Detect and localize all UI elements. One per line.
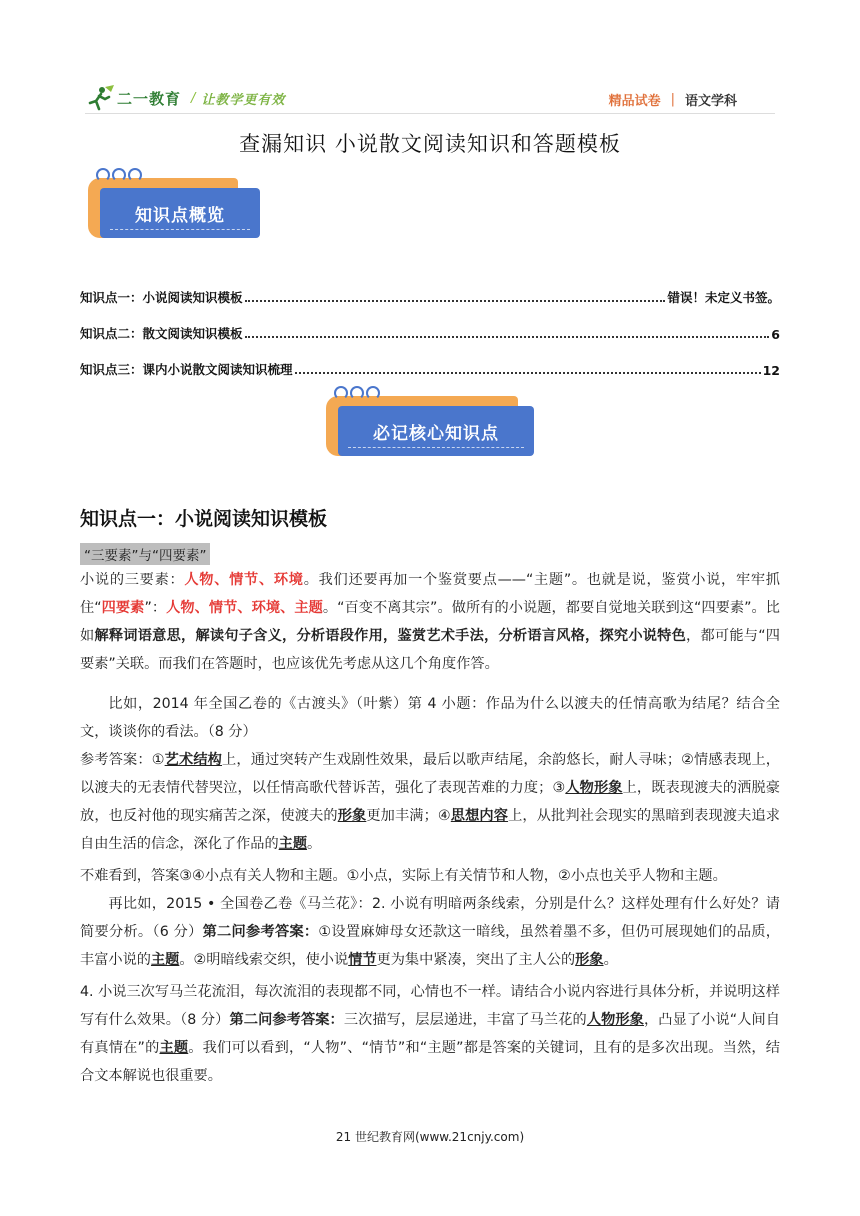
paragraph-6: 4. 小说三次写马兰花流泪，每次流泪的表现都不同，心情也不一样。请结合小说内容进行具体分析，并说明这样写有什么效果。（8 分）第二问参考答案：三次描写，层层递进，丰富了马兰花的人物形象，凸显了小说“人间自有真情在”的主题。我们可以看到，“人物”、“情节”和“主题”都是答案的关键词，且有的是多次出现。当然，结合文本解说也很重要。 bbox=[80, 984, 780, 1084]
header-tags bbox=[609, 90, 737, 109]
running-figure-icon bbox=[85, 85, 115, 111]
toc-item-3[interactable] bbox=[80, 360, 780, 378]
badge-core-label: 必记核心知识点 bbox=[373, 423, 499, 444]
badge-overview-label: 知识点概览 bbox=[135, 205, 225, 226]
toc-item-1[interactable] bbox=[80, 288, 780, 306]
section-heading: 知识点一：小说阅读知识模板 bbox=[80, 508, 328, 530]
paragraph-2: 比如，2014 年全国乙卷的《古渡头》（叶紫）第 4 小题：作品为什么以渡夫的任情高歌为结尾？结合全文，谈谈你的看法。（8 分） bbox=[80, 696, 780, 740]
page-footer: 21 世纪教育网(www.21cnjy.com) bbox=[335, 1130, 525, 1144]
document-title: 查漏知识 小说散文阅读知识和答题模板 bbox=[239, 132, 621, 156]
toc-page: 12 bbox=[762, 363, 780, 378]
highlighted-label: “三要素”与“四要素” bbox=[80, 543, 210, 565]
toc-page: 6 bbox=[771, 327, 780, 342]
header-divider: | bbox=[670, 92, 675, 107]
toc-label: 知识点三：课内小说散文阅读知识梳理 bbox=[80, 362, 293, 377]
toc-leader bbox=[295, 372, 761, 374]
paragraph-5: 再比如，2015 • 全国卷乙卷《马兰花》：2. 小说有明暗两条线索，分别是什么？这样处理有什么好处？请简要分析。（6 分）第二问参考答案：①设置麻婶母女还款这一暗线，虽然着墨不多，但仍可展现她们的品质，丰富小说的主题。②明暗线索交织，使小说情节更为集中紧凑，突出了主人公的形象。 bbox=[80, 896, 780, 968]
brand-slogan: 让教学更有效 bbox=[201, 92, 286, 108]
paragraph-3: 参考答案：①艺术结构上，通过突转产生戏剧性效果，最后以歌声结尾，余韵悠长，耐人寻味；②情感表现上，以渡夫的无表情代替哭泣，以任情高歌代替诉苦，强化了表现苦难的力度；③人物形象上，既表现渡夫的洒脱豪放，也反衬他的现实痛苦之深，使渡夫的形象更加丰满；④思想内容上，从批判社会现实的黑暗到表现渡夫追求自由生活的信念，深化了作品的主题。 bbox=[80, 752, 780, 852]
badge-overview bbox=[88, 168, 268, 248]
binder-rings-icon bbox=[334, 386, 380, 400]
toc-leader bbox=[245, 336, 770, 338]
toc-label: 知识点一：小说阅读知识模板 bbox=[80, 290, 243, 305]
header-tag-subject: 语文学科 bbox=[684, 94, 737, 109]
toc-item-2[interactable] bbox=[80, 324, 780, 342]
toc-page: 错误！未定义书签。 bbox=[667, 290, 780, 305]
toc-leader bbox=[245, 300, 666, 302]
header-tag-premium: 精品试卷 bbox=[608, 94, 661, 109]
page-header bbox=[85, 84, 775, 114]
brand-logo bbox=[85, 84, 285, 112]
badge-core bbox=[326, 386, 538, 466]
toc-label: 知识点二：散文阅读知识模板 bbox=[80, 326, 243, 341]
header-separator: / bbox=[191, 90, 196, 106]
binder-rings-icon bbox=[96, 168, 142, 182]
paragraph-4: 不难看到，答案③④小点有关人物和主题。①小点，实际上有关情节和人物，②小点也关乎人物和主题。 bbox=[80, 868, 727, 884]
brand-name: 二一教育 bbox=[117, 89, 182, 108]
paragraph-1: 小说的三要素：人物、情节、环境。我们还要再加一个鉴赏要点——“主题”。也就是说，鉴赏小说，牢牢抓住“四要素”：人物、情节、环境、主题。“百变不离其宗”。做所有的小说题，都要自觉地关联到这“四要素”。比如解释词语意思，解读句子含义，分析语段作用，鉴赏艺术手法，分析语言风格，探究小说特色，都可能与“四要素”关联。而我们在答题时，也应该优先考虑从这几个角度作答。 bbox=[80, 572, 780, 672]
